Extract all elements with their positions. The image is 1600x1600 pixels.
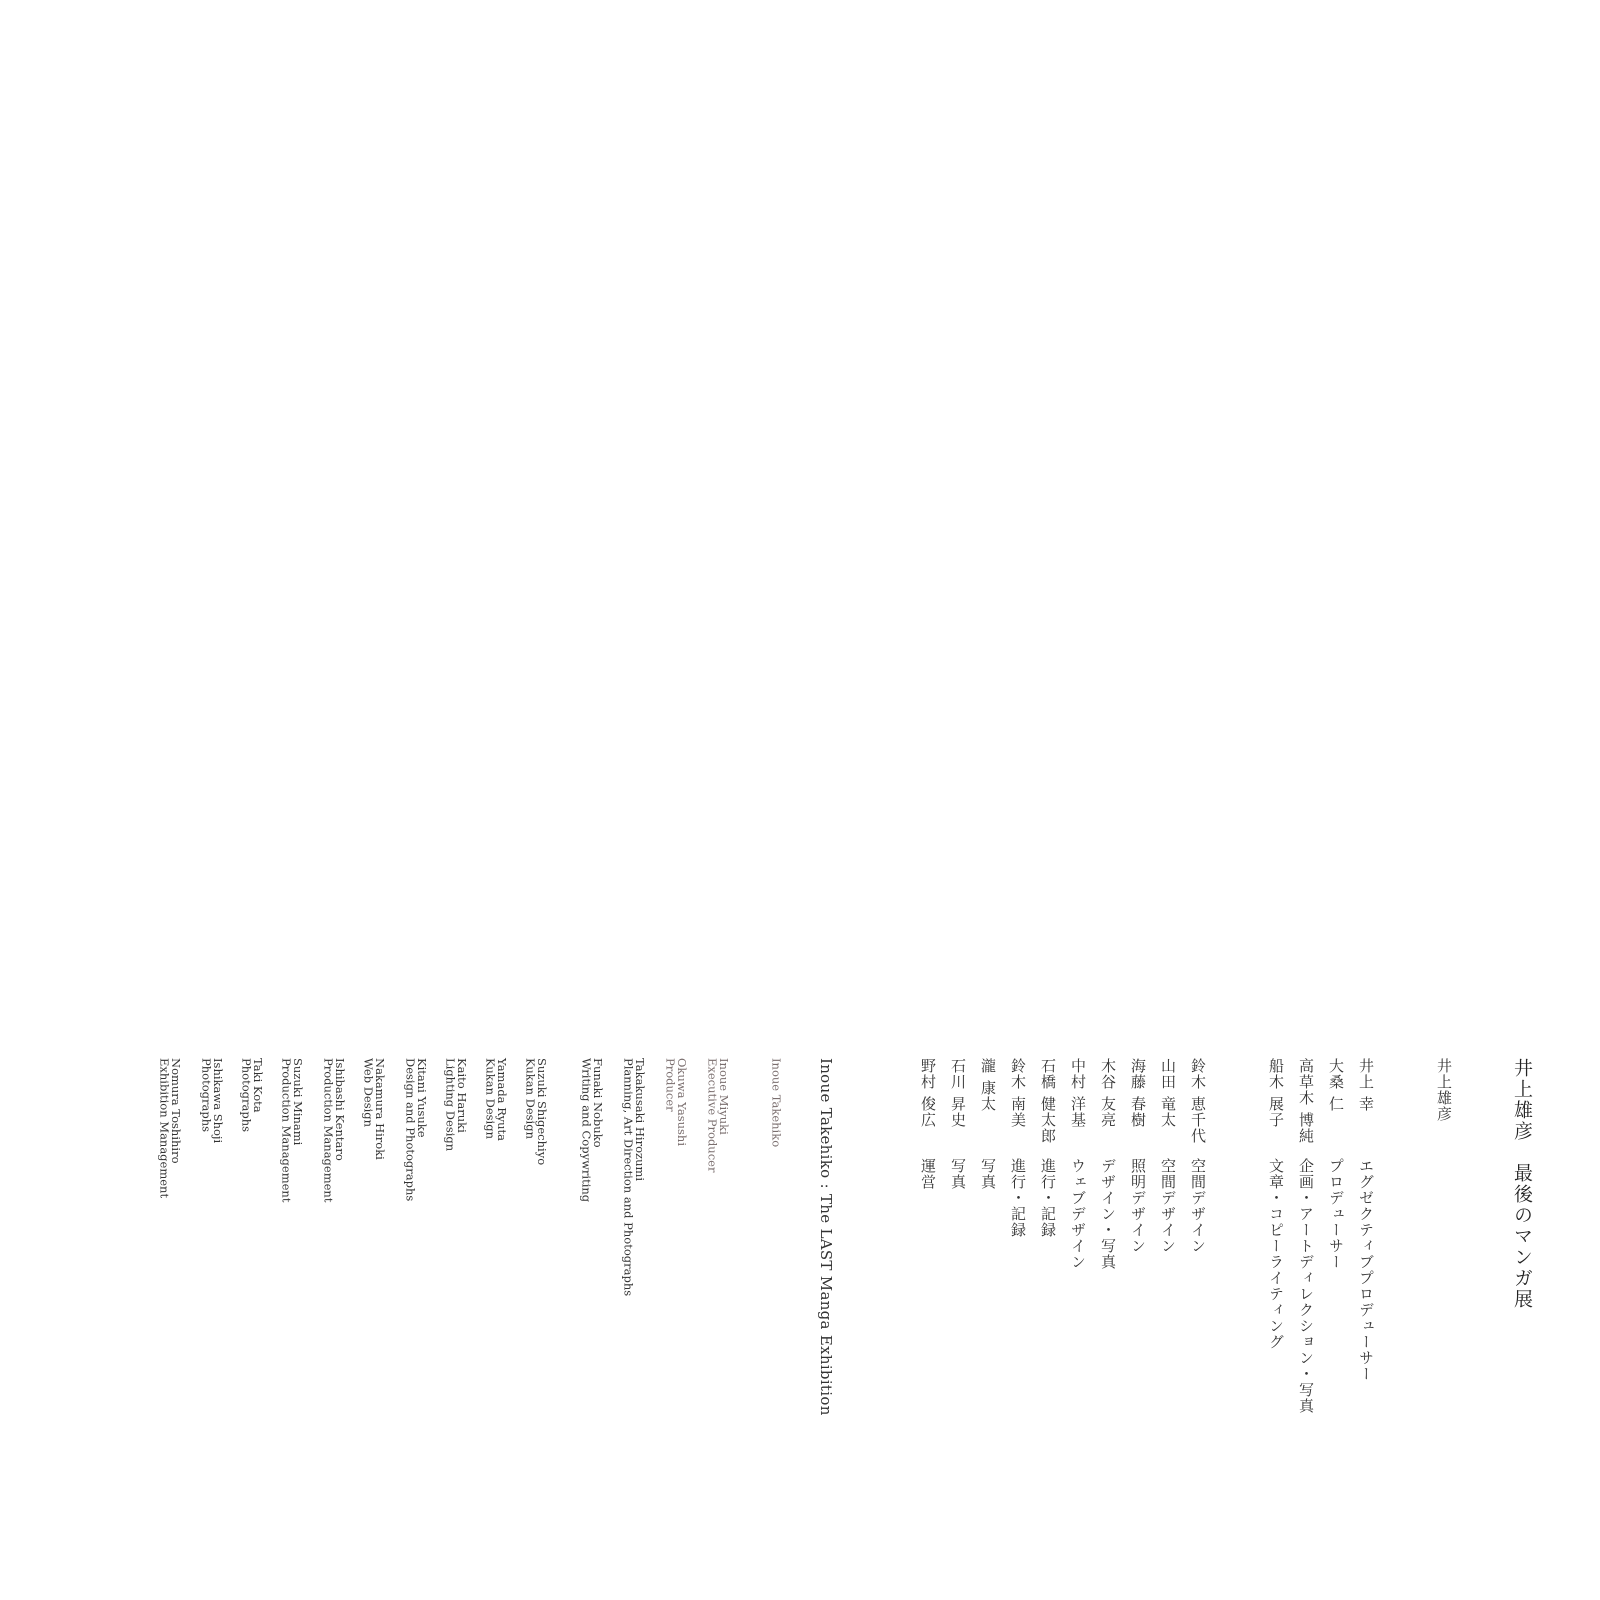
jp-credit-name: 中村 洋基 (1069, 1058, 1087, 1128)
en-credit-okuwa (664, 1058, 687, 1146)
jp-credit-role: 空間デザイン (1159, 1158, 1177, 1254)
jp-credit-name: 石川 昇史 (949, 1058, 967, 1128)
en-credit-ishikawa (200, 1058, 223, 1143)
jp-credit-nakamura (1070, 1058, 1085, 1438)
jp-credit-suzuki-shigechiyo (1190, 1058, 1205, 1438)
jp-credit-name: 海藤 春樹 (1129, 1058, 1147, 1128)
jp-credit-nomura (920, 1058, 935, 1438)
en-artist: Inoue Takehiko (769, 1058, 784, 1148)
en-credit-nakamura (362, 1058, 385, 1160)
en-credit-name: Kitani Yusuke (415, 1058, 429, 1138)
jp-credit-name: 高草木 博純 (1297, 1058, 1315, 1144)
jp-credit-kitani (1100, 1058, 1115, 1438)
jp-credit-name: 山田 竜太 (1159, 1058, 1177, 1128)
jp-credit-name: 鈴木 南美 (1009, 1058, 1027, 1128)
en-credit-takakusaki (622, 1058, 645, 1296)
en-credit-name: Takakusaki Hirozumi (633, 1058, 647, 1182)
en-credit-role: Production Management (279, 1058, 294, 1203)
en-credit-inoue-miyuki (706, 1058, 729, 1172)
en-credit-role: Lighting Design (443, 1058, 458, 1152)
jp-credit-role: 企画・アートディレクション・写真 (1297, 1158, 1315, 1414)
jp-credit-name: 石橋 健太郎 (1039, 1058, 1057, 1144)
jp-credit-name: 大桑 仁 (1327, 1058, 1345, 1112)
jp-artist: 井上雄彦 (1435, 1058, 1453, 1122)
en-credit-role: Web Design (361, 1058, 376, 1128)
en-credit-name: Taki Kota (251, 1058, 265, 1113)
jp-credit-name: 井上 幸 (1357, 1058, 1375, 1112)
jp-credit-name: 木谷 友亮 (1099, 1058, 1117, 1128)
en-credit-funaki (580, 1058, 603, 1202)
en-credit-name: Inoue Miyuki (717, 1058, 731, 1135)
en-credit-name: Kaito Haruki (455, 1058, 469, 1133)
jp-credit-kaito (1130, 1058, 1145, 1438)
jp-credit-role: 写真 (949, 1158, 967, 1190)
en-credit-suzuki-minami (280, 1058, 303, 1202)
en-credit-name: Okuwa Yasushi (675, 1058, 689, 1147)
en-credit-name: Ishikawa Shoji (211, 1058, 225, 1144)
jp-credit-role: 文章・コピーライティング (1267, 1158, 1285, 1350)
jp-credit-yamada (1160, 1058, 1175, 1438)
jp-credit-role: プロデューサー (1327, 1158, 1345, 1270)
en-credit-role: Writing and Copywriting (579, 1058, 594, 1203)
en-credit-role: Exhibition Management (157, 1058, 172, 1199)
jp-credit-role: 運営 (919, 1158, 937, 1190)
jp-credit-name: 船木 展子 (1267, 1058, 1285, 1128)
en-credit-name: Funaki Nobuko (591, 1058, 605, 1148)
jp-credit-role: 照明デザイン (1129, 1158, 1147, 1254)
en-credit-name: Suzuki Minami (291, 1058, 305, 1146)
en-credit-ishibashi (322, 1058, 345, 1202)
en-credit-kitani (404, 1058, 427, 1201)
en-credit-role: Planning, Art Direction and Photographs (621, 1058, 636, 1297)
jp-credit-takakusaki (1298, 1058, 1313, 1438)
en-credit-name: Nomura Toshihiro (169, 1058, 183, 1164)
en-credit-name: Nakamura Hiroki (373, 1058, 387, 1160)
en-credit-name: Suzuki Shigechiyo (535, 1058, 549, 1166)
en-title: Inoue Takehiko : The LAST Manga Exhibition (817, 1058, 835, 1416)
en-credit-role: Photographs (239, 1058, 254, 1132)
jp-credit-suzuki-minami (1010, 1058, 1025, 1438)
jp-credit-role: エグゼクティブプロデューサー (1357, 1158, 1375, 1382)
en-credit-role: Kukan Design (483, 1058, 498, 1140)
jp-credit-role: デザイン・写真 (1099, 1158, 1117, 1270)
en-credit-role: Design and Photographs (403, 1058, 418, 1202)
jp-credit-role: 写真 (979, 1158, 997, 1190)
en-credit-role: Photographs (199, 1058, 214, 1132)
en-credit-taki (240, 1058, 263, 1132)
jp-credit-inoue-miyuki (1358, 1058, 1373, 1438)
jp-title: 井上雄彦 最後のマンガ展 (1511, 1058, 1533, 1310)
en-credit-role: Producer (663, 1058, 678, 1112)
jp-credit-role: ウェブデザイン (1069, 1158, 1087, 1270)
jp-credit-ishikawa (950, 1058, 965, 1438)
jp-credit-name: 瀧 康太 (979, 1058, 997, 1112)
en-credit-role: Executive Producer (705, 1058, 720, 1173)
en-credit-suzuki-shigechiyo (524, 1058, 547, 1165)
jp-credit-role: 空間デザイン (1189, 1158, 1207, 1254)
jp-credit-okuwa (1328, 1058, 1343, 1438)
jp-credit-name: 鈴木 恵千代 (1189, 1058, 1207, 1144)
jp-credit-ishibashi (1040, 1058, 1055, 1438)
en-credit-yamada (484, 1058, 507, 1141)
jp-credit-taki (980, 1058, 995, 1438)
en-credit-nomura (158, 1058, 181, 1198)
jp-credit-funaki (1268, 1058, 1283, 1438)
en-credit-name: Yamada Ryuta (495, 1058, 509, 1142)
en-credit-kaito (444, 1058, 467, 1151)
en-credit-role: Production Management (321, 1058, 336, 1203)
en-credit-role: Kukan Design (523, 1058, 538, 1140)
en-credit-name: Ishibashi Kentaro (333, 1058, 347, 1161)
jp-credit-role: 進行・記録 (1009, 1158, 1027, 1238)
jp-credit-role: 進行・記録 (1039, 1158, 1057, 1238)
jp-credit-name: 野村 俊広 (919, 1058, 937, 1128)
